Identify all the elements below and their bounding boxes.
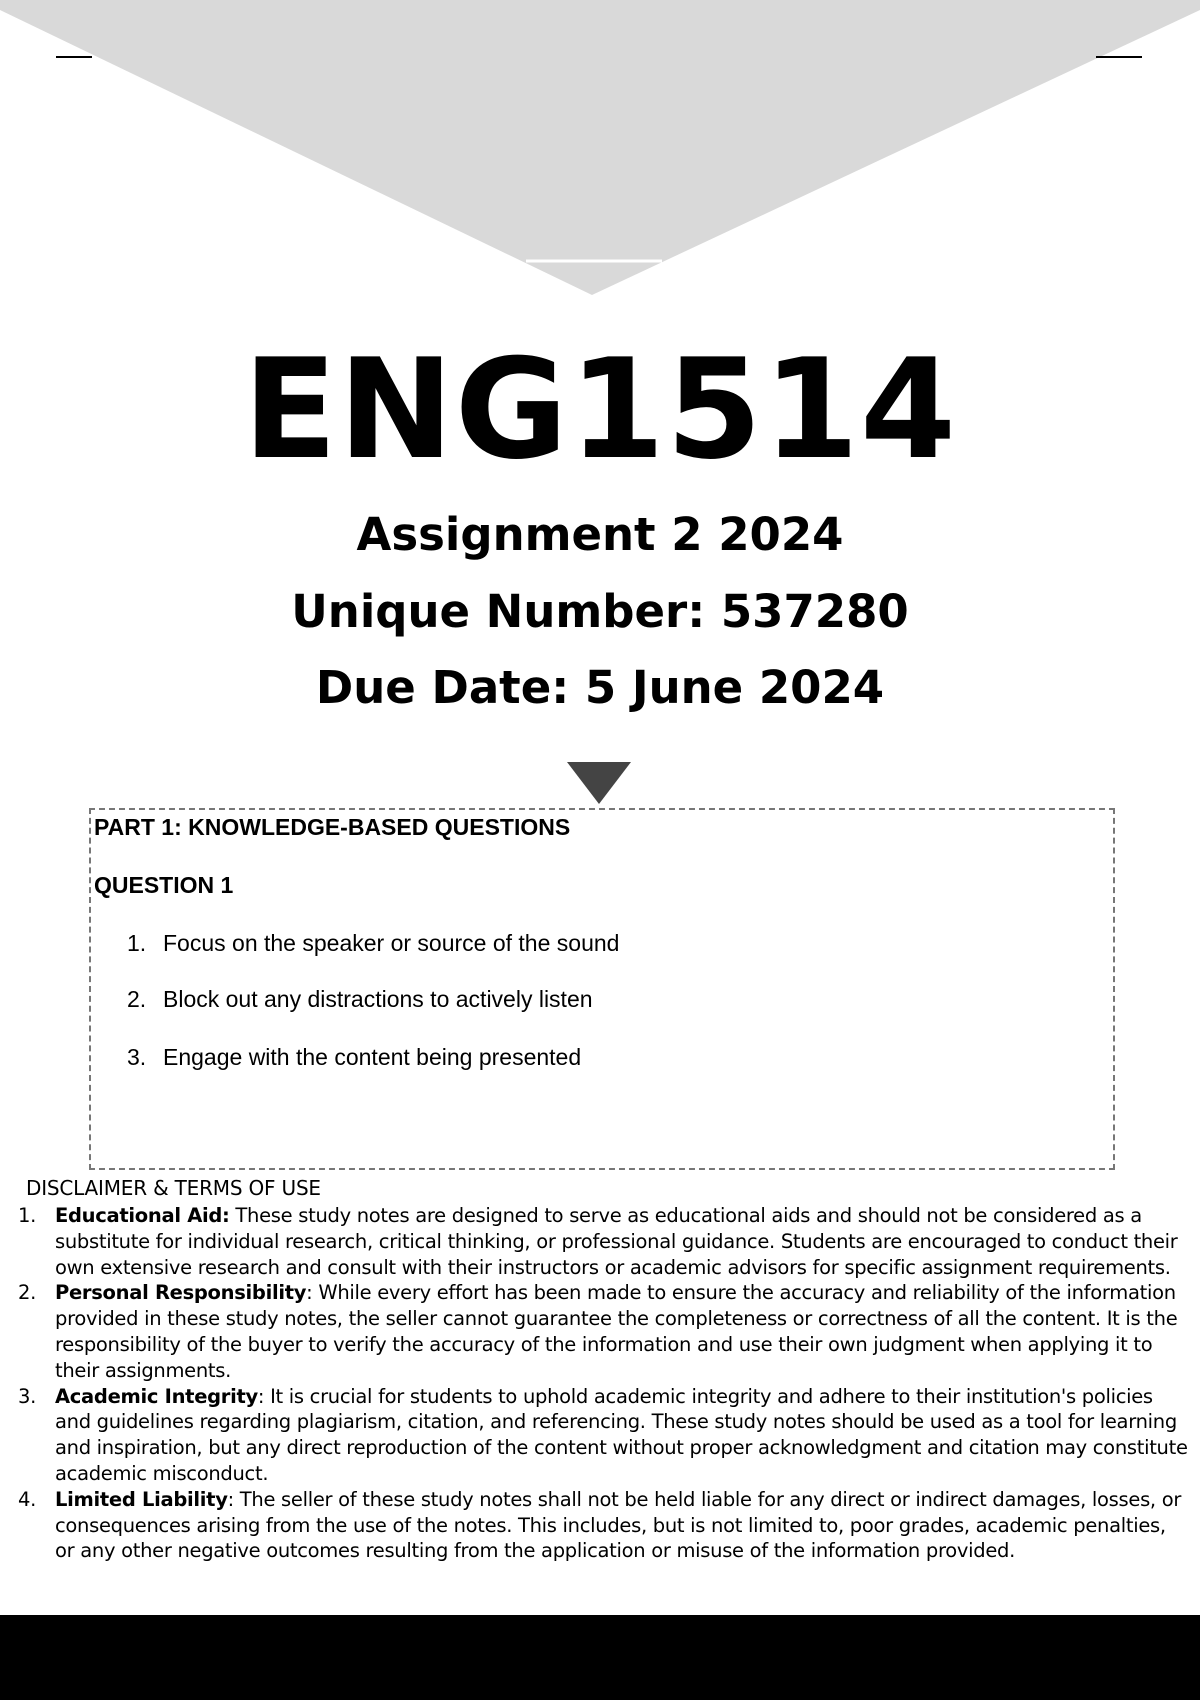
answer-list-item [127,1042,581,1072]
answer-list-item [127,984,593,1014]
disclaimer-item [18,1280,1188,1383]
answer-item-text: Block out any distractions to actively listen [163,986,593,1012]
unique-number-label: Unique Number: 537280 [291,585,909,638]
disclaimer-item-number: 4. [18,1487,37,1511]
answer-item-number: 2. [127,986,147,1012]
corner-rule-left [56,56,92,58]
disclaimer-item-text: These study notes are designed to serve as educational aids and should not be considered as a substitute for individual research, critical thinking, or professional guidance. Students are encouraged to conduct their own extensive research and consult with their instructors or academic advisors for specific assignment requirements. [55,1204,1178,1279]
disclaimer-item-text: : While every effort has been made to ensure the accuracy and reliability of the information provided in these study notes, the seller cannot guarantee the completeness or correctness of all the content. It is the responsibility of the buyer to verify the accuracy of the information and use their own judgment when applying it to their assignments. [55,1281,1178,1382]
disclaimer-item-heading: Academic Integrity [55,1384,258,1408]
answer-item-number: 3. [127,1044,147,1070]
disclaimer-item-number: 3. [18,1384,37,1408]
disclaimer-item-heading: Personal Responsibility [55,1281,307,1305]
answer-preview-box [89,808,1115,1170]
banner-chevron-shape [0,0,1200,295]
disclaimer-item [18,1203,1188,1280]
answer-item-text: Engage with the content being presented [163,1044,582,1070]
course-code-title: ENG1514 [242,329,958,490]
disclaimer-item-number: 1. [18,1204,37,1227]
disclaimer-item-heading: Educational Aid: [55,1204,230,1227]
disclaimer-title: DISCLAIMER & TERMS OF USE [26,1176,321,1200]
part-title: PART 1: KNOWLEDGE-BASED QUESTIONS [94,814,571,840]
disclaimer-item [18,1384,1188,1487]
down-arrow-icon [567,762,631,804]
disclaimer-item [18,1487,1188,1564]
disclaimer-item-text: : It is crucial for students to uphold academic integrity and adhere to their institution's policies and guidelines regarding plagiarism, citation, and referencing. These study notes should be used as a tool for learning and inspiration, but any direct reproduction of the content without proper acknowledgment and citation may constitute academic misconduct. [55,1384,1188,1485]
due-date-label: Due Date: 5 June 2024 [315,661,885,714]
bottom-black-bar [0,1615,1200,1700]
question-title: QUESTION 1 [94,872,234,898]
answer-list-item [127,928,619,958]
answer-item-text: Focus on the speaker or source of the sound [163,930,620,956]
disclaimer-list [18,1203,1188,1564]
disclaimer-item-number: 2. [18,1281,37,1305]
assignment-label: Assignment 2 2024 [356,508,844,561]
disclaimer-item-heading: Limited Liability [55,1487,228,1511]
cover-banner [0,0,1200,300]
disclaimer-item-text: : The seller of these study notes shall not be held liable for any direct or indirect damages, losses, or consequences arising from the use of the notes. This includes, but is not limited to, poor grades, academic penalties, or any other negative outcomes resulting from the application or misuse of the information provided. [55,1487,1182,1563]
corner-rule-right [1096,56,1142,58]
answer-item-number: 1. [127,930,147,956]
